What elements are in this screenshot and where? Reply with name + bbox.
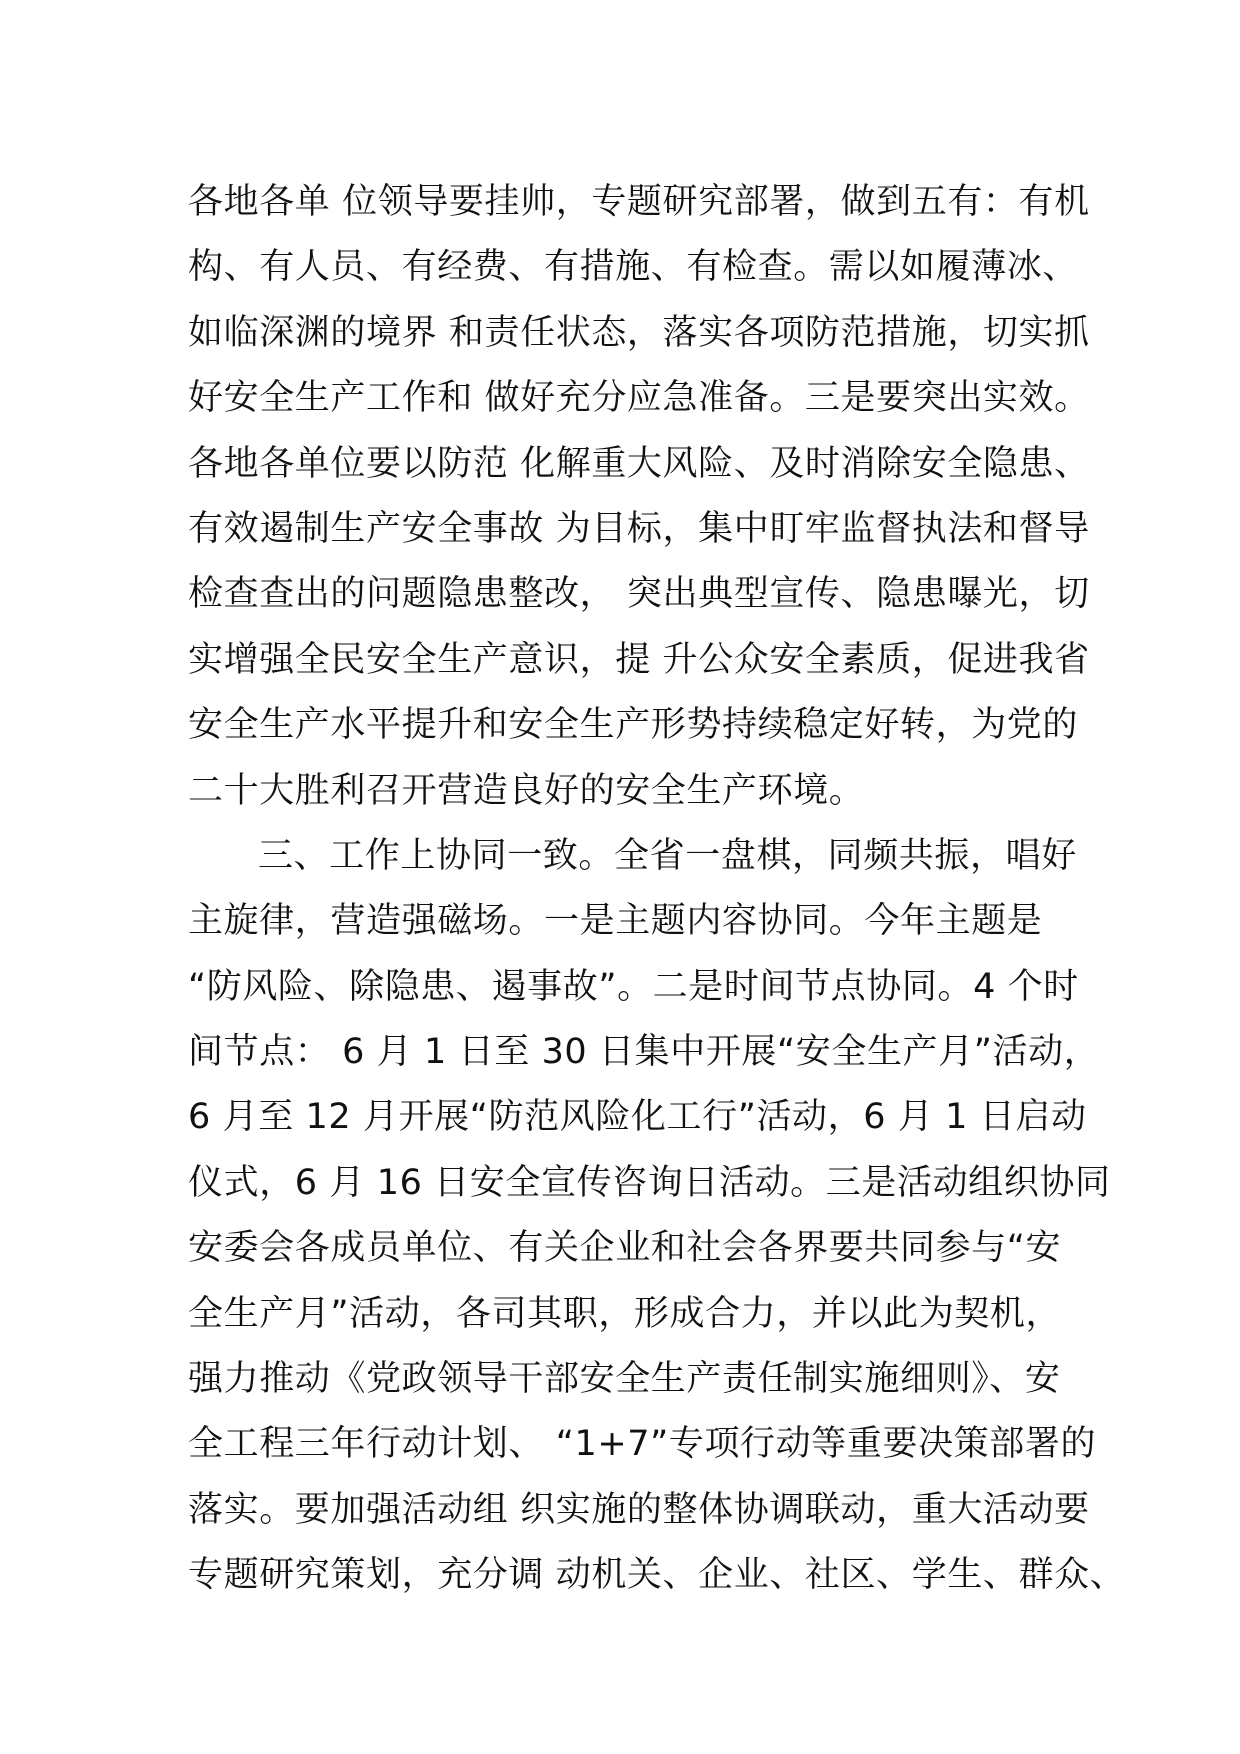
text-line: 仪式，6 月 16 日安全宣传咨询日活动。三是活动组织协同 <box>188 1162 1111 1203</box>
text-line: 检查查出的问题隐患整改， 突出典型宣传、隐患曝光，切 <box>188 574 1090 615</box>
text-line: 实增强全民安全生产意识，提 升公众安全素质，促进我省 <box>188 639 1090 680</box>
text-line: 安委会各成员单位、有关企业和社会各界要共同参与“安 <box>188 1228 1062 1269</box>
text-line: 二十大胜利召开营造良好的安全生产环境。 <box>188 770 865 811</box>
text-line: 安全生产水平提升和安全生产形势持续稳定好转，为党的 <box>188 705 1079 746</box>
paragraph-start-line: 三、工作上协同一致。全省一盘棋，同频共振，唱好 <box>258 835 1077 876</box>
document-body <box>188 170 1126 1609</box>
text-line: 全生产月”活动，各司其职，形成合力，并以此为契机， <box>188 1293 1062 1334</box>
text-line: 各地各单位要以防范 化解重大风险、及时消除安全隐患、 <box>188 443 1090 484</box>
text-line: 好安全生产工作和 做好充分应急准备。三是要突出实效。 <box>188 378 1090 419</box>
text-line: 专题研究策划，充分调 动机关、企业、社区、学生、群众、 <box>188 1555 1126 1596</box>
text-line: 间节点： 6 月 1 日至 30 日集中开展“安全生产月”活动， <box>188 1032 1100 1073</box>
text-line: “防风险、除隐患、遏事故”。二是时间节点协同。4 个时 <box>188 966 1079 1007</box>
text-line: 6 月至 12 月开展“防范风险化工行”活动，6 月 1 日启动 <box>188 1097 1087 1138</box>
text-line: 落实。要加强活动组 织实施的整体协调联动，重大活动要 <box>188 1489 1090 1530</box>
text-line: 各地各单 位领导要挂帅，专题研究部署，做到五有：有机 <box>188 182 1090 222</box>
text-line: 构、有人员、有经费、有措施、有检查。需以如履薄冰、 <box>188 247 1079 288</box>
text-line: 全工程三年行动计划、 “1+7”专项行动等重要决策部署的 <box>188 1424 1097 1465</box>
text-line: 有效遏制生产安全事故 为目标，集中盯牢监督执法和督导 <box>188 508 1090 549</box>
text-line: 主旋律，营造强磁场。一是主题内容协同。今年主题是 <box>188 901 1043 942</box>
text-line: 强力推动《党政领导干部安全生产责任制实施细则》、安 <box>188 1359 1061 1400</box>
text-line: 如临深渊的境界 和责任状态，落实各项防范措施，切实抓 <box>188 312 1090 353</box>
